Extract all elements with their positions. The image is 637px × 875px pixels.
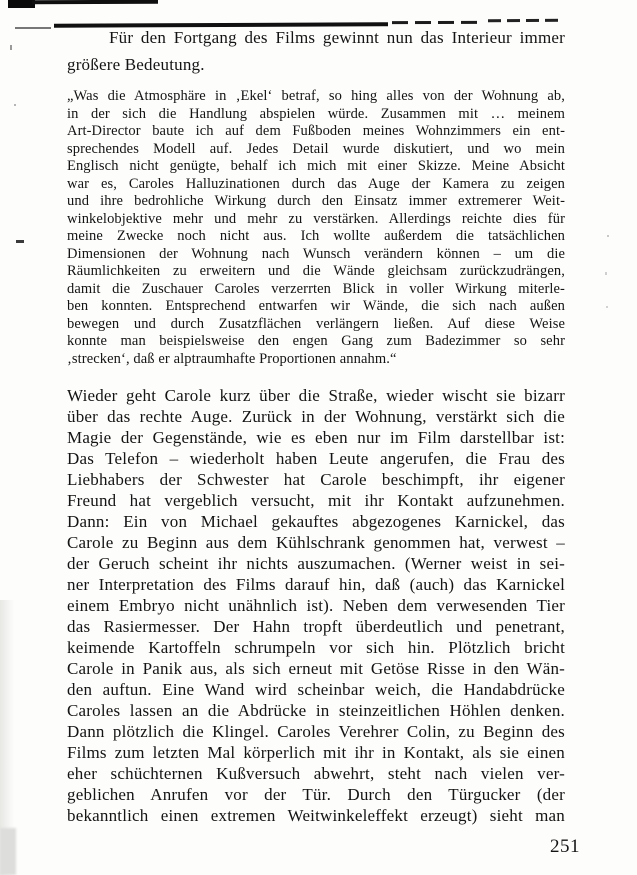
scan-artifact-left-shadow bbox=[0, 600, 14, 875]
body-line: Films zum letzten Mal körperlich mit ihr in Kontakt, als sie einen bbox=[67, 743, 565, 762]
quote-line: Englisch nicht genügte, behalf ich mich mit einer Skizze. Meine Absicht bbox=[67, 158, 565, 174]
body-line: Das Telefon – wiederholt haben Leute angerufen, die Frau des bbox=[67, 449, 565, 468]
quote-line: winkelobjektive mehr und mehr zu verstärken. Allerdings reichte dies für bbox=[67, 210, 565, 227]
body-line: bekanntlich einen extremen Weitwinkeleffekt erzeugt) sieht man bbox=[67, 806, 565, 825]
body-line: über das rechte Auge. Zurück in der Wohnung, verstärkt sich die bbox=[67, 407, 565, 426]
body-line: ner Interpretation des Films darauf hin, daß (auch) das Karnickel bbox=[67, 575, 565, 594]
quote-line: ‚strecken‘, daß er alptraumhafte Proportionen annahm.“ bbox=[67, 350, 397, 367]
scan-artifact-speckle bbox=[605, 272, 607, 275]
intro-line: Für den Fortgang des Films gewinnt nun das Interieur immer bbox=[109, 28, 565, 47]
intro-paragraph bbox=[67, 24, 565, 78]
body-line: Wieder geht Carole kurz über die Straße, wieder wischt sie bizarr bbox=[67, 386, 565, 405]
quote-line: in der sich die Handlung abspielen würde. Zusammen mit … meinem bbox=[67, 105, 565, 122]
quote-line: und ihre bedrohliche Wirkung durch den Einsatz immer extremerer Weit- bbox=[67, 193, 565, 209]
body-line: einem Embryo nicht unähnlich ist). Neben dem verwesenden Tier bbox=[67, 596, 565, 615]
quote-line: sprechendes Modell auf. Jedes Detail wurde diskutiert, und wo mein bbox=[67, 140, 565, 157]
quote-line: bewegen und durch Zusatzflächen verlängern ließen. Auf diese Weise bbox=[67, 315, 565, 332]
scan-artifact-left-smudge bbox=[0, 828, 16, 875]
scan-artifact-speckle bbox=[10, 45, 12, 50]
body-line: Freund hat vergeblich versucht, mit ihr Kontakt aufzunehmen. bbox=[67, 491, 565, 510]
body-line: Dann: Ein von Michael gekauftes abgezogenes Karnickel, das bbox=[67, 512, 565, 531]
quote-line: Dimensionen der Wohnung nach Wunsch verändern können – um die bbox=[67, 245, 565, 262]
page-number: 251 bbox=[550, 836, 580, 857]
body-line: eher schüchternen Kußversuch abwehrt, steht nach vielen ver- bbox=[67, 764, 565, 783]
body-line: Caroles lassen an die Abdrücke in steinzeitlichen Höhlen denken. bbox=[67, 701, 565, 720]
body-line: geblichen Anrufen vor der Tür. Durch den Türgucker (der bbox=[67, 785, 565, 804]
quote-line: meine Zwecke noch nicht aus. Ich wollte außerdem die tatsächlichen bbox=[67, 228, 565, 244]
quote-line: damit die Zuschauer Caroles verzerrten Blick in voller Wirkung miterle- bbox=[67, 280, 565, 297]
body-line: das Rasiermesser. Der Hahn tropft überdeutlich und penetrant, bbox=[67, 617, 565, 636]
quote-line: Art-Director baute ich auf dem Fußboden meines Wohnzimmers ein ent- bbox=[67, 123, 565, 139]
scan-artifact-corner-blob bbox=[8, 0, 35, 8]
intro-line: größere Bedeutung. bbox=[67, 55, 205, 74]
quote-paragraph bbox=[67, 88, 565, 368]
quote-line: ben konnten. Entsprechend entwarfen wir Wände, die sich nach außen bbox=[67, 298, 565, 314]
body-line: Magie der Gegenstände, wie es eben nur im Film darstellbar ist: bbox=[67, 428, 565, 447]
scan-artifact-speckle bbox=[607, 235, 609, 237]
scan-artifact-speckle bbox=[606, 306, 608, 308]
quote-line: konnte man beispielsweise den engen Gang zum Badezimmer so sehr bbox=[67, 333, 565, 349]
quote-line: „Was die Atmosphäre in ‚Ekel‘ betraf, so hing alles von der Wohnung ab, bbox=[67, 88, 565, 104]
body-line: Carole in Panik aus, als sich erneut mit Getöse Risse in den Wän- bbox=[67, 659, 565, 678]
quote-line: Räumlichkeiten zu erweitern und die Wände gleichsam zurückzudrängen, bbox=[67, 263, 565, 279]
scan-artifact-top-bar bbox=[32, 0, 158, 4]
body-line: der Geruch scheint ihr nichts auszumachen. (Werner weist in sei- bbox=[67, 554, 565, 573]
body-line: Carole zu Beginn aus dem Kühlschrank genommen hat, verwest – bbox=[67, 533, 565, 552]
quote-line: war es, Caroles Halluzinationen durch das Auge der Kamera zu zeigen bbox=[67, 175, 565, 192]
body-line: den auftun. Eine Wand wird scheinbar weich, die Handabdrücke bbox=[67, 680, 565, 699]
scan-artifact-rule-segment bbox=[488, 19, 564, 22]
body-line: Liebhabers der Schwester hat Carole beschimpft, ihr eigener bbox=[67, 470, 565, 489]
body-line: Dann plötzlich die Klingel. Caroles Verehrer Colin, zu Beginn des bbox=[67, 722, 565, 741]
scan-artifact-speckle bbox=[14, 104, 16, 106]
body-paragraph bbox=[67, 385, 565, 826]
scan-artifact-left-dash bbox=[16, 240, 24, 243]
body-line: keimende Kartoffeln schrumpeln vor sich hin. Plötzlich bricht bbox=[67, 638, 565, 657]
scan-artifact-rule-segment bbox=[15, 27, 51, 29]
